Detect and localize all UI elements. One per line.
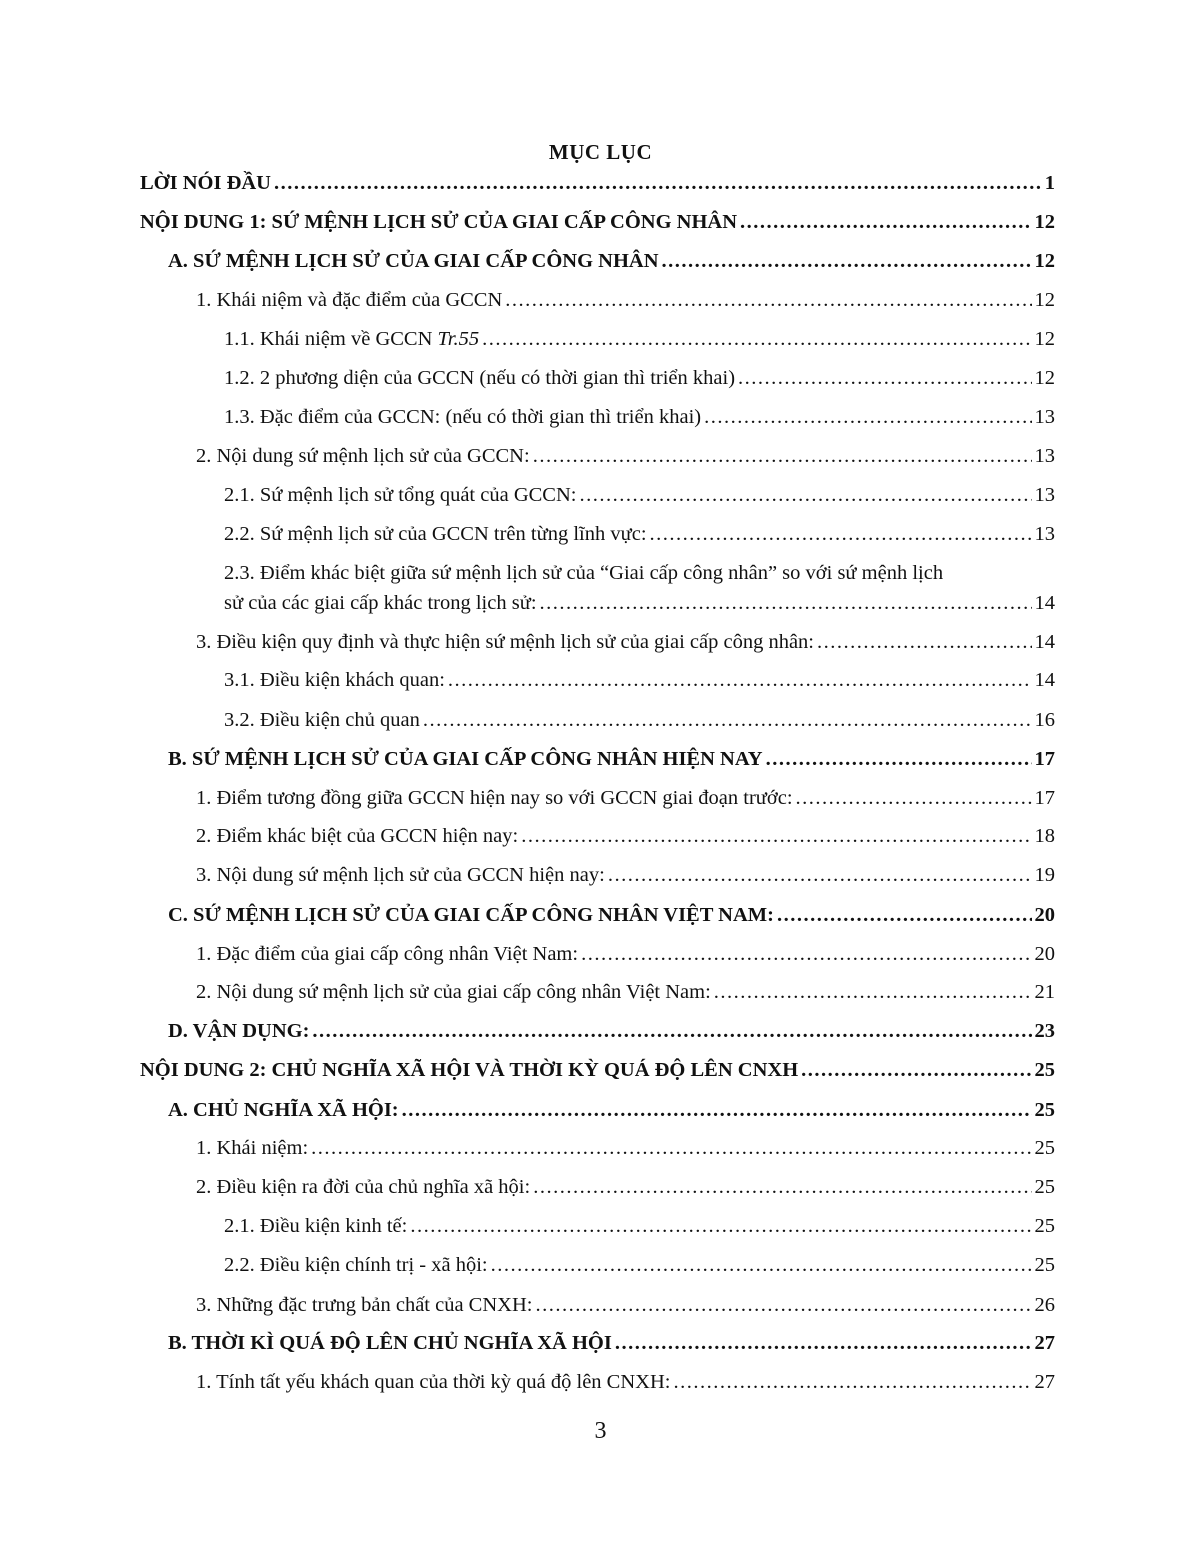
dot-leader [615, 1329, 1032, 1357]
dot-leader [535, 1291, 1031, 1319]
toc-entry-continuation: sử của các giai cấp khác trong lịch sử: [224, 592, 537, 614]
toc-entry-text: 2.1. Điều kiện kinh tế: [224, 1215, 408, 1237]
toc-entry[interactable] [196, 861, 1055, 889]
dot-leader [581, 940, 1031, 968]
toc-page-number: 18 [1034, 825, 1055, 847]
toc-entry[interactable] [224, 364, 1055, 392]
dot-leader [540, 589, 1032, 617]
toc-entry[interactable] [168, 1329, 1055, 1357]
toc-entry-text: 3. Những đặc trưng bản chất của CNXH: [196, 1294, 533, 1316]
dot-leader [579, 481, 1031, 509]
toc-page-number: 17 [1034, 748, 1055, 770]
dot-leader [777, 901, 1032, 929]
dot-leader [608, 861, 1032, 889]
toc-entry-text: 2.2. Sứ mệnh lịch sử của GCCN trên từng lĩnh vực: [224, 523, 647, 545]
toc-entry-text: 2.1. Sứ mệnh lịch sử tổng quát của GCCN: [224, 484, 577, 506]
toc-entry[interactable] [196, 286, 1055, 314]
toc-entry[interactable] [224, 706, 1055, 734]
toc-page-number: 25 [1034, 1254, 1055, 1276]
dot-leader [533, 442, 1032, 470]
toc-entry[interactable] [168, 247, 1055, 275]
dot-leader [650, 520, 1032, 548]
toc-entry-text: 1. Tính tất yếu khách quan của thời kỳ quá độ lên CNXH: [196, 1371, 671, 1393]
dot-leader [505, 286, 1031, 314]
toc-entry[interactable] [168, 745, 1055, 773]
toc-entry-text: LỜI NÓI ĐẦU [140, 172, 271, 194]
toc-entry[interactable] [196, 940, 1055, 968]
toc-page-number: 14 [1034, 592, 1055, 614]
dot-leader [312, 1017, 1031, 1045]
toc-page-number: 12 [1034, 328, 1055, 350]
toc-page-number: 17 [1034, 787, 1055, 809]
toc-entry[interactable] [224, 1212, 1055, 1240]
toc-entry[interactable] [224, 481, 1055, 509]
toc-entry-text: 1. Đặc điểm của giai cấp công nhân Việt Nam: [196, 943, 579, 965]
dot-leader [704, 403, 1031, 431]
toc-page-number: 27 [1034, 1371, 1055, 1393]
toc-entry-text: B. THỜI KÌ QUÁ ĐỘ LÊN CHỦ NGHĨA XÃ HỘI [168, 1332, 612, 1354]
toc-page-number: 13 [1034, 523, 1055, 545]
toc-entry[interactable] [224, 520, 1055, 548]
toc-page-number: 23 [1034, 1020, 1055, 1042]
toc-entry[interactable] [196, 1291, 1055, 1319]
dot-leader [482, 325, 1031, 353]
toc-page-number: 21 [1034, 981, 1055, 1003]
dot-leader [491, 1251, 1032, 1279]
toc-entry[interactable] [196, 784, 1055, 812]
toc-page-number: 12 [1034, 250, 1055, 272]
toc-entry-text: 1.2. 2 phương diện của GCCN (nếu có thời gian thì triển khai) [224, 367, 736, 389]
toc-entry[interactable] [140, 208, 1055, 236]
toc-page-number: 12 [1034, 367, 1055, 389]
dot-leader [766, 745, 1032, 773]
dot-leader [740, 208, 1032, 236]
toc-page-number: 14 [1034, 669, 1055, 691]
toc-page-number: 13 [1034, 445, 1055, 467]
toc-entry-text: 2. Điều kiện ra đời của chủ nghĩa xã hội: [196, 1176, 531, 1198]
toc-page-number: 14 [1034, 631, 1055, 653]
toc-entry[interactable] [196, 1134, 1055, 1162]
toc-entry-text [224, 325, 479, 353]
toc-entry-text: B. SỨ MỆNH LỊCH SỬ CỦA GIAI CẤP CÔNG NHÂN HIỆN NAY [168, 748, 763, 770]
toc-entry[interactable] [168, 1017, 1055, 1045]
toc-page-number: 12 [1034, 289, 1055, 311]
toc-page-number: 26 [1034, 1294, 1055, 1316]
toc-entry[interactable] [140, 169, 1055, 197]
toc-entry[interactable] [224, 1251, 1055, 1279]
toc-entry-text: 2.2. Điều kiện chính trị - xã hội: [224, 1254, 488, 1276]
toc-entry[interactable] [196, 978, 1055, 1006]
toc-page-number: 20 [1034, 943, 1055, 965]
dot-leader [673, 1368, 1031, 1396]
toc-entry[interactable] [224, 403, 1055, 431]
toc-page-number: 16 [1034, 709, 1055, 731]
toc-entry-text: 1. Khái niệm và đặc điểm của GCCN [196, 289, 503, 311]
toc-page-number: 13 [1034, 406, 1055, 428]
toc-entry-text: 3. Điều kiện quy định và thực hiện sứ mệnh lịch sử của giai cấp công nhân: [196, 631, 815, 653]
dot-leader [311, 1134, 1031, 1162]
dot-leader [274, 169, 1042, 197]
toc-page-number: 25 [1034, 1059, 1055, 1081]
toc-entry[interactable] [196, 628, 1055, 656]
toc-entry-text: C. SỨ MỆNH LỊCH SỬ CỦA GIAI CẤP CÔNG NHÂN VIỆT NAM: [168, 904, 774, 926]
toc-entry-text: 3.1. Điều kiện khách quan: [224, 669, 445, 691]
dot-leader [402, 1096, 1032, 1124]
toc-page-number: 1 [1044, 172, 1055, 194]
toc-entry-text: 2. Nội dung sứ mệnh lịch sử của GCCN: [196, 445, 530, 467]
toc-page-number: 12 [1034, 211, 1055, 233]
toc-page-number: 13 [1034, 484, 1055, 506]
dot-leader [738, 364, 1031, 392]
toc-entry[interactable] [196, 1173, 1055, 1201]
toc-entry-text: 3.2. Điều kiện chủ quan [224, 709, 420, 731]
toc-entry[interactable] [196, 442, 1055, 470]
dot-leader [662, 247, 1032, 275]
toc-entry-text: A. CHỦ NGHĨA XÃ HỘI: [168, 1099, 399, 1121]
toc-entry-italic-ref: Tr.55 [437, 328, 480, 350]
toc-page-number: 25 [1034, 1215, 1055, 1237]
toc-entry[interactable] [168, 1096, 1055, 1124]
dot-leader [714, 978, 1032, 1006]
toc-entry-text: NỘI DUNG 2: CHỦ NGHĨA XÃ HỘI VÀ THỜI KỲ QUÁ ĐỘ LÊN CNXH [140, 1059, 799, 1081]
dot-leader [521, 822, 1031, 850]
toc-entry-text: 3. Nội dung sứ mệnh lịch sử của GCCN hiện nay: [196, 864, 605, 886]
toc-page-number: 20 [1034, 904, 1055, 926]
toc-entry-text: 1. Khái niệm: [196, 1137, 309, 1159]
toc-entry[interactable] [224, 666, 1055, 694]
dot-leader [423, 706, 1032, 734]
toc-entry-text: 2. Nội dung sứ mệnh lịch sử của giai cấp công nhân Việt Nam: [196, 981, 711, 1003]
toc-entry-text[interactable]: 2.3. Điểm khác biệt giữa sứ mệnh lịch sử của “Giai cấp công nhân” so với sứ mệnh lịch [224, 562, 944, 584]
page-number: 3 [594, 1418, 607, 1444]
toc-page-number: 19 [1034, 864, 1055, 886]
toc-entry[interactable] [168, 901, 1055, 929]
toc-entry[interactable] [196, 822, 1055, 850]
toc-entry-text: 2. Điểm khác biệt của GCCN hiện nay: [196, 825, 519, 847]
toc-entry[interactable] [224, 325, 1055, 353]
toc-entry[interactable] [196, 1368, 1055, 1396]
toc-page-number: 25 [1034, 1176, 1055, 1198]
dot-leader [448, 666, 1032, 694]
dot-leader [817, 628, 1031, 656]
toc-entry[interactable] [224, 589, 1055, 617]
dot-leader [801, 1056, 1031, 1084]
toc-page-number: 27 [1034, 1332, 1055, 1354]
toc-entry-text: A. SỨ MỆNH LỊCH SỬ CỦA GIAI CẤP CÔNG NHÂN [168, 250, 659, 272]
toc-entry-text-main: 1.1. Khái niệm về GCCN [224, 328, 438, 350]
dot-leader [796, 784, 1032, 812]
dot-leader [533, 1173, 1031, 1201]
toc-page-number: 25 [1034, 1137, 1055, 1159]
toc-title: MỤC LỤC [548, 140, 653, 164]
toc-entry[interactable] [140, 1056, 1055, 1084]
toc-entry-text: D. VẬN DỤNG: [168, 1020, 310, 1042]
toc-entry-text: NỘI DUNG 1: SỨ MỆNH LỊCH SỬ CỦA GIAI CẤP CÔNG NHÂN [140, 211, 737, 233]
toc-entry-text: 1.3. Đặc điểm của GCCN: (nếu có thời gian thì triển khai) [224, 406, 702, 428]
dot-leader [410, 1212, 1031, 1240]
toc-entry-text: 1. Điểm tương đồng giữa GCCN hiện nay so với GCCN giai đoạn trước: [196, 787, 793, 809]
toc-page-number: 25 [1034, 1099, 1055, 1121]
